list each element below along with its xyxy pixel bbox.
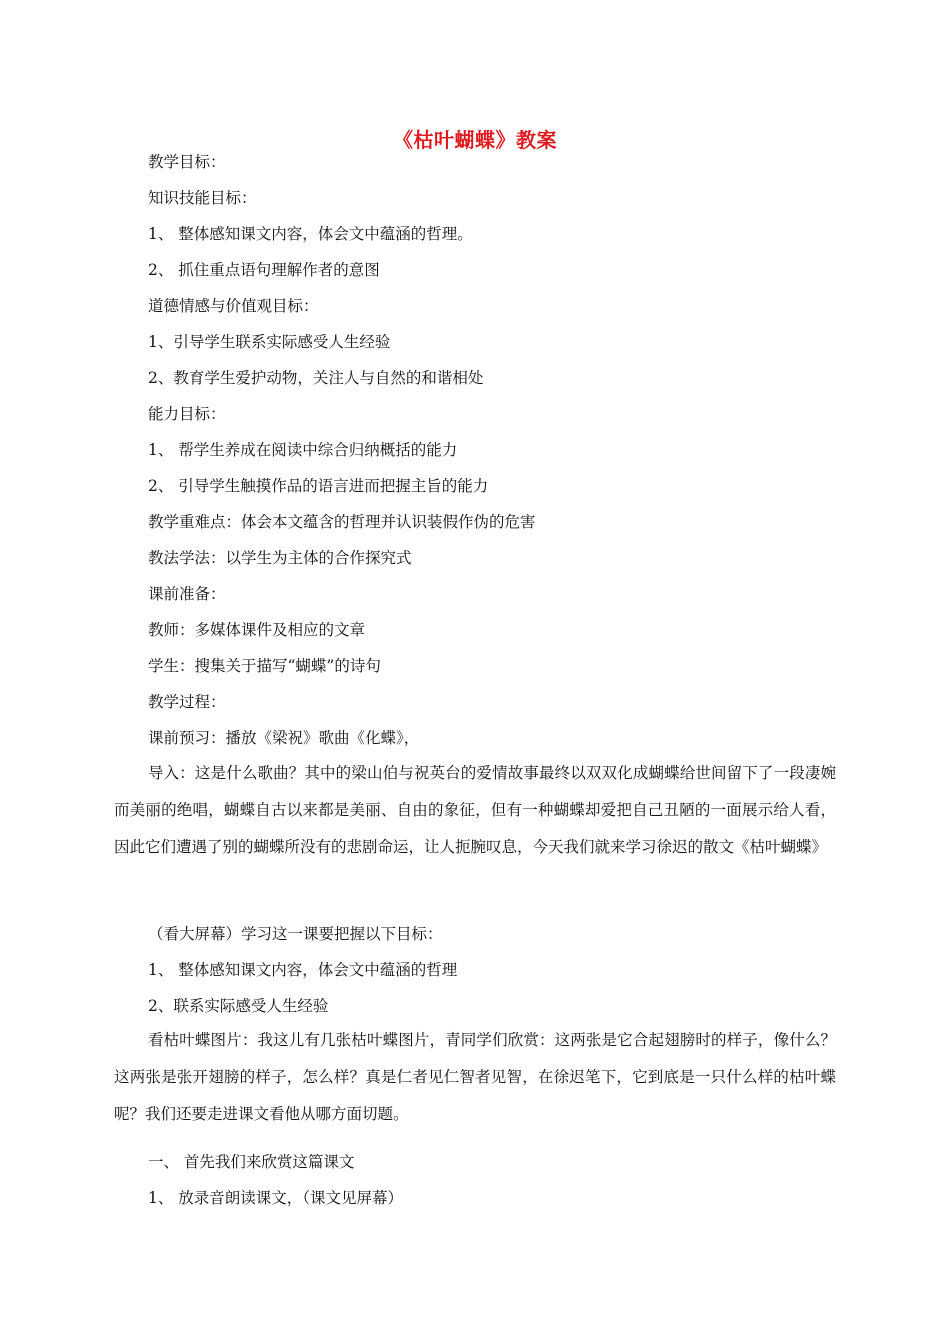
text-line: 2、联系实际感受人生经验 — [148, 997, 329, 1015]
text-line: 一、 首先我们来欣赏这篇课文 — [148, 1153, 355, 1171]
text-line: 知识技能目标： — [148, 189, 257, 207]
text-line: 课前预习：播放《梁祝》歌曲《化蝶》， — [148, 729, 420, 747]
text-line: 1、引导学生联系实际感受人生经验 — [148, 333, 391, 351]
text-line: 1、 整体感知课文内容，体会文中蕴涵的哲理。 — [148, 225, 473, 243]
text-line: 课前准备： — [148, 585, 226, 603]
text-line: 1、 帮学生养成在阅读中综合归纳概括的能力 — [148, 441, 458, 459]
text-line: 能力目标： — [148, 405, 226, 423]
intro-paragraph: 导入：这是什么歌曲？其中的梁山伯与祝英台的爱情故事最终以双双化成蝴蝶给世间留下了一段凄婉而美丽的绝唱，蝴蝶自古以来都是美丽、自由的象征，但有一种蝴蝶却爱把自己丑陋的一面展示给人看，因此它们遭遇了别的蝴蝶所没有的悲剧命运，让人扼腕叹息，今天我们就来学习徐迟的散文《枯叶蝴蝶》 — [114, 764, 836, 856]
text-line: 道德情感与价值观目标： — [148, 297, 319, 315]
text-line: 2、教育学生爱护动物，关注人与自然的和谐相处 — [148, 369, 484, 387]
picture-paragraph: 看枯叶蝶图片：我这儿有几张枯叶蝶图片，青同学们欣赏：这两张是它合起翅膀时的样子，像什么？这两张是张开翅膀的样子，怎么样？真是仁者见仁智者见智，在徐迟笔下，它到底是一只什么样的枯叶蝶呢？我们还要走进课文看他从哪方面切题。 — [114, 1031, 836, 1123]
text-line: 教学过程： — [148, 693, 226, 711]
text-line: （看大屏幕）学习这一课要把握以下目标： — [148, 925, 443, 943]
text-line: 2、 引导学生触摸作品的语言进而把握主旨的能力 — [148, 477, 489, 495]
text-line: 教师：多媒体课件及相应的文章 — [148, 621, 366, 639]
text-line: 1、 整体感知课文内容，体会文中蕴涵的哲理 — [148, 961, 458, 979]
text-line: 教法学法：以学生为主体的合作探究式 — [148, 549, 412, 567]
text-line: 教学目标： — [148, 153, 226, 171]
text-line: 1、 放录音朗读课文，（课文见屏幕） — [148, 1189, 404, 1207]
text-line: 教学重难点：体会本文蕴含的哲理并认识装假作伪的危害 — [148, 513, 536, 531]
text-line: 学生：搜集关于描写“蝴蝶”的诗句 — [148, 657, 381, 675]
text-line: 2、 抓住重点语句理解作者的意图 — [148, 261, 380, 279]
document-title: 《枯叶蝴蝶》教案 — [393, 128, 557, 152]
